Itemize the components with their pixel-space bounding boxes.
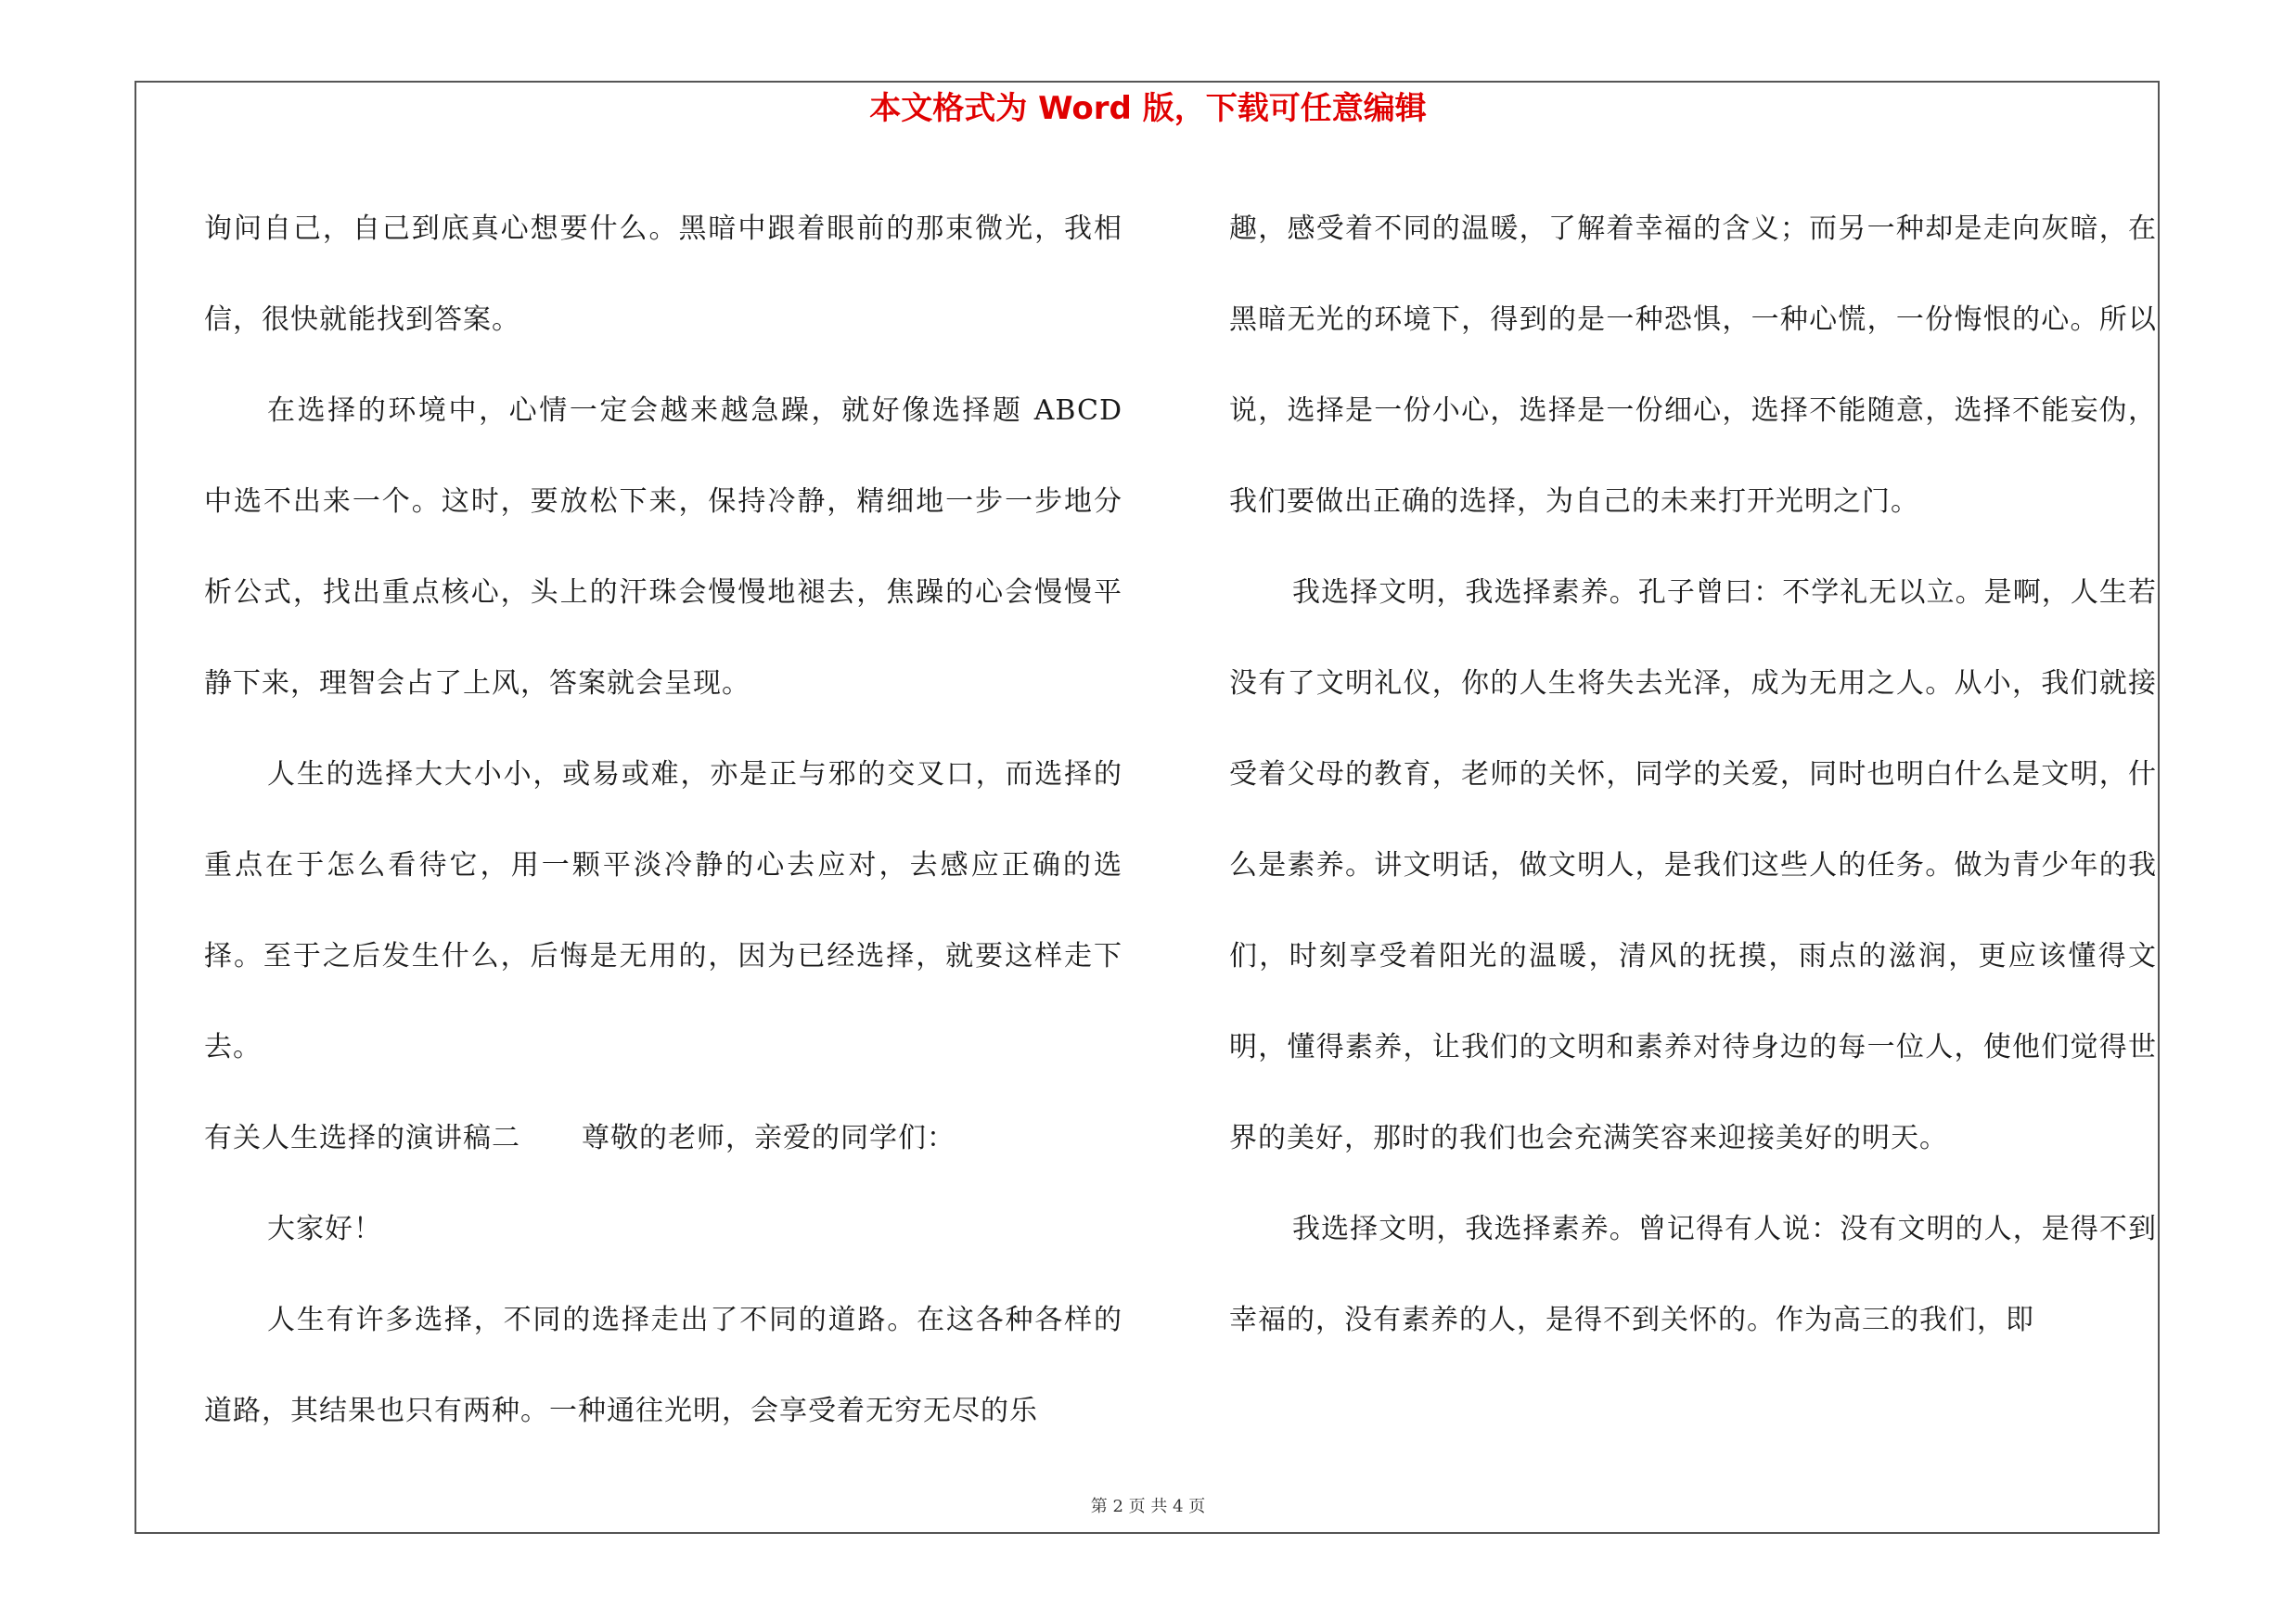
right-text-column (1229, 184, 2157, 1446)
salutation: 尊敬的老师，亲爱的同学们： (582, 1122, 956, 1154)
section-title: 有关人生选择的演讲稿二 (204, 1122, 520, 1154)
paragraph: 趣，感受着不同的温暖，了解着幸福的含义；而另一种却是走向灰暗，在黑暗无光的环境下，得到的是一种恐惧，一种心慌，一份悔恨的心。所以说，选择是一份小心，选择是一份细心，选择不能随意，选择不能妄伪，我们要做出正确的选择，为自己的未来打开光明之门。 (1229, 213, 2157, 518)
page-number-footer: 第 2 页 共 4 页 (1090, 1497, 1206, 1516)
paragraph: 在选择的环境中，心情一定会越来越急躁，就好像选择题 ABCD 中选不出来一个。这时，要放松下来，保持冷静，精细地一步一步地分析公式，找出重点核心，头上的汗珠会慢慢地褪去，焦躁的心会慢慢平静下来，理智会占了上风，答案就会呈现。 (204, 394, 1122, 700)
left-text-column (204, 184, 1122, 1446)
section-heading-line (204, 1093, 1122, 1184)
paragraph: 人生有许多选择，不同的选择走出了不同的道路。在这各种各样的道路，其结果也只有两种。一种通往光明，会享受着无穷无尽的乐 (204, 1304, 1122, 1427)
greeting: 大家好！ (267, 1213, 382, 1245)
paragraph: 人生的选择大大小小，或易或难，亦是正与邪的交叉口，而选择的重点在于怎么看待它，用一颗平淡冷静的心去应对，去感应正确的选择。至于之后发生什么，后悔是无用的，因为已经选择，就要这样走下去。 (204, 758, 1122, 1063)
paragraph: 我选择文明，我选择素养。曾记得有人说：没有文明的人，是得不到幸福的，没有素养的人，是得不到关怀的。作为高三的我们，即 (1229, 1213, 2157, 1336)
paragraph: 询问自己，自己到底真心想要什么。黑暗中跟着眼前的那束微光，我相信，很快就能找到答案。 (204, 213, 1122, 336)
paragraph: 我选择文明，我选择素养。孔子曾曰：不学礼无以立。是啊，人生若没有了文明礼仪，你的人生将失去光泽，成为无用之人。从小，我们就接受着父母的教育，老师的关怀，同学的关爱，同时也明白什么是文明，什么是素养。讲文明话，做文明人，是我们这些人的任务。做为青少年的我们，时刻享受着阳光的温暖，清风的抚摸，雨点的滋润，更应该懂得文明，懂得素养，让我们的文明和素养对待身边的每一位人，使他们觉得世界的美好，那时的我们也会充满笑容来迎接美好的明天。 (1229, 576, 2157, 1154)
format-notice-banner: 本文格式为 Word 版，下载可任意编辑 (869, 90, 1427, 127)
